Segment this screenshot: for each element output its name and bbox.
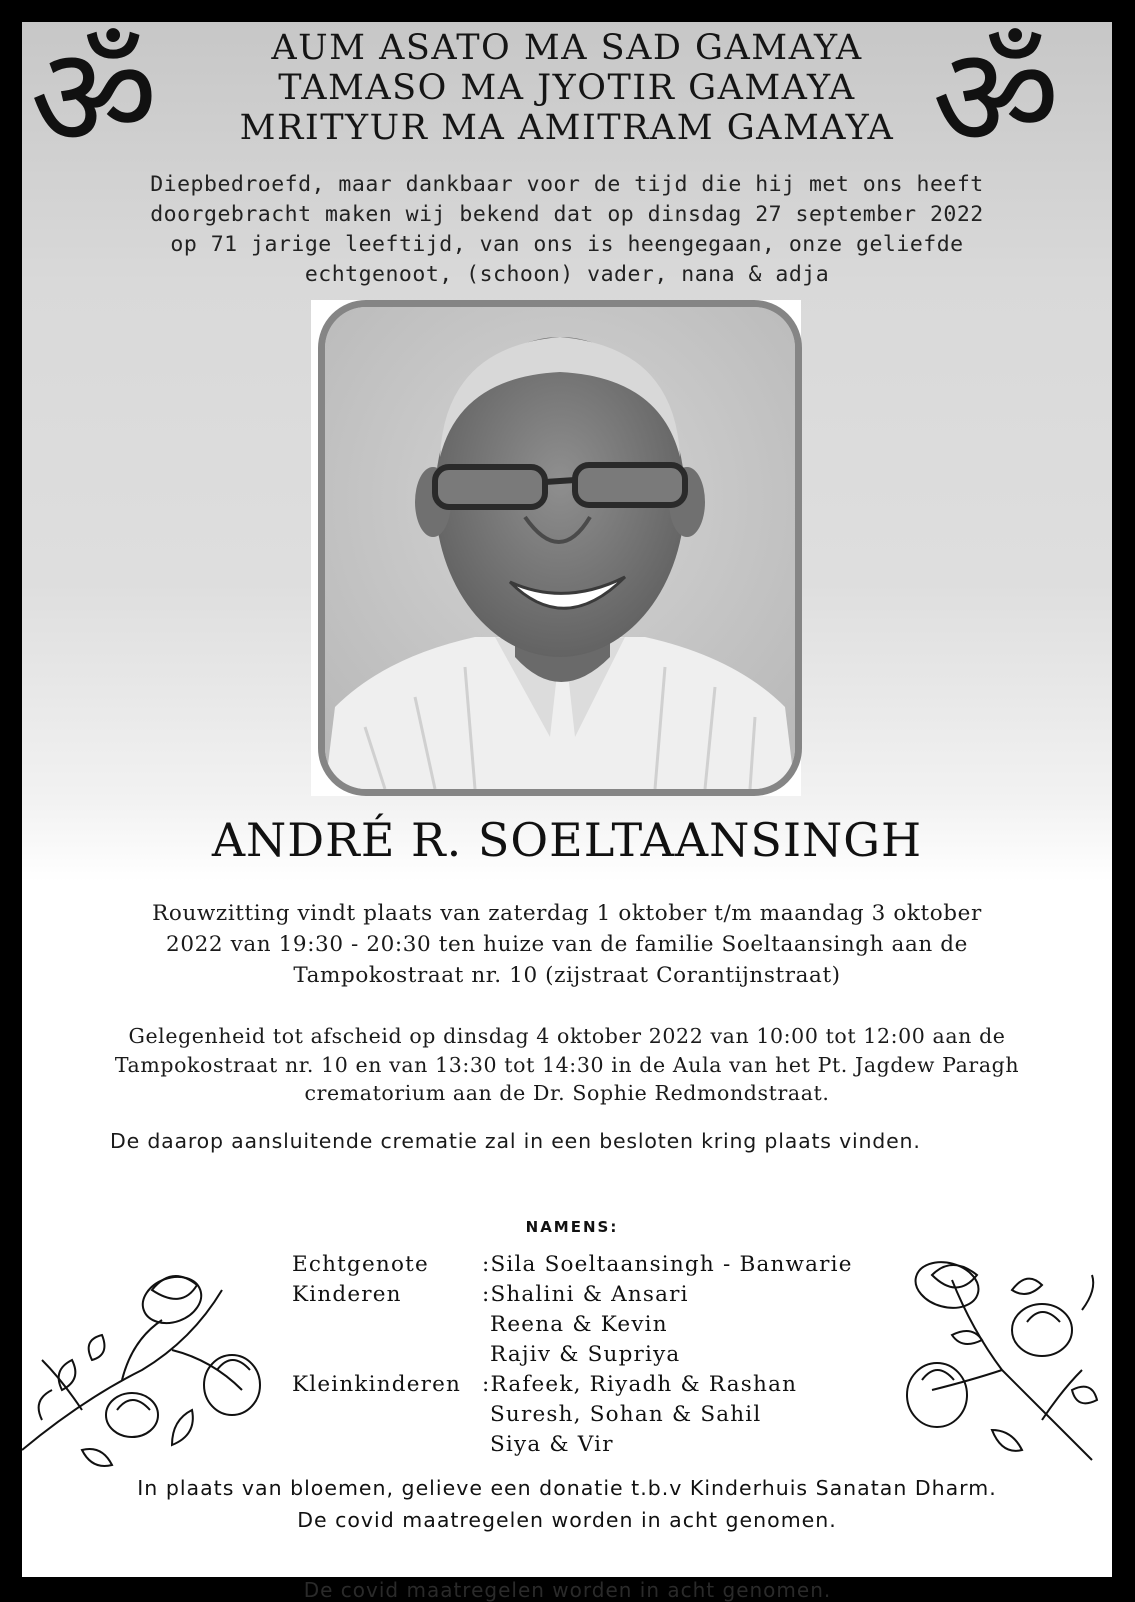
mantra xyxy=(162,28,972,148)
deceased-name: ANDRÉ R. SOELTAANSINGH xyxy=(211,813,923,867)
family-names: Reena & Kevin xyxy=(490,1312,668,1337)
paragraph-line: crematorium aan de Dr. Sophie Redmondstraat. xyxy=(304,1081,830,1105)
mantra-line: MRITYUR MA AMITRAM GAMAYA xyxy=(239,108,895,148)
afscheid-paragraph xyxy=(42,1022,1092,1108)
closing-note xyxy=(42,1472,1092,1536)
crematie-note: De daarop aansluitende crematie zal in een besloten kring plaats vinden. xyxy=(110,1129,921,1153)
obituary-card xyxy=(22,22,1112,1577)
announcement-line: echtgenoot, (schoon) vader, nana & adja xyxy=(304,262,830,287)
family-role: Kinderen xyxy=(292,1282,402,1307)
paragraph-line: Tampokostraat nr. 10 en van 13:30 tot 14:30 in de Aula van het Pt. Jagdew Paragh xyxy=(114,1052,1020,1077)
paragraph-line: Gelegenheid tot afscheid op dinsdag 4 oktober 2022 van 10:00 tot 12:00 aan de xyxy=(128,1024,1006,1048)
paragraph-line: Rouwzitting vindt plaats van zaterdag 1 oktober t/m maandag 3 oktober xyxy=(152,901,982,926)
mantra-line: TAMASO MA JYOTIR GAMAYA xyxy=(278,68,856,108)
family-names: Suresh, Sohan & Sahil xyxy=(490,1402,762,1427)
portrait-photo xyxy=(318,300,802,796)
portrait-illustration xyxy=(325,307,795,789)
announcement-line: op 71 jarige leeftijd, van ons is heengegaan, onze geliefde xyxy=(170,232,964,257)
rouwzitting-paragraph xyxy=(42,898,1092,991)
family-names: Rajiv & Supriya xyxy=(490,1342,681,1367)
announcement-text xyxy=(82,170,1052,290)
closing-line: De covid maatregelen worden in acht genomen. xyxy=(297,1508,837,1532)
mantra-line: AUM ASATO MA SAD GAMAYA xyxy=(271,28,863,68)
om-symbol-right: ॐ xyxy=(932,22,1060,180)
announcement-line: doorgebracht maken wij bekend dat op dinsdag 27 september 2022 xyxy=(150,202,984,227)
family-role: Echtgenote xyxy=(292,1252,429,1277)
paragraph-line: 2022 van 19:30 - 20:30 ten huize van de familie Soeltaansingh aan de xyxy=(166,932,968,957)
paragraph-line: Tampokostraat nr. 10 (zijstraat Corantijnstraat) xyxy=(293,963,841,988)
announcement-line: Diepbedroefd, maar dankbaar voor de tijd die hij met ons heeft xyxy=(150,172,984,197)
family-role: Kleinkinderen xyxy=(292,1372,462,1397)
flower-illustration-left xyxy=(22,1250,272,1480)
family-names: :Sila Soeltaansingh - Banwarie xyxy=(482,1252,853,1277)
family-names: :Shalini & Ansari xyxy=(482,1282,689,1307)
family-names: :Rafeek, Riyadh & Rashan xyxy=(482,1372,798,1397)
ghost-text: De covid maatregelen worden in acht genomen. xyxy=(303,1578,832,1602)
closing-line: In plaats van bloemen, gelieve een donatie t.b.v Kinderhuis Sanatan Dharm. xyxy=(137,1476,997,1500)
family-names: Siya & Vir xyxy=(490,1432,614,1457)
namens-heading: NAMENS: xyxy=(525,1218,619,1236)
flower-illustration-right xyxy=(892,1250,1102,1480)
om-symbol-left: ॐ xyxy=(30,22,158,180)
